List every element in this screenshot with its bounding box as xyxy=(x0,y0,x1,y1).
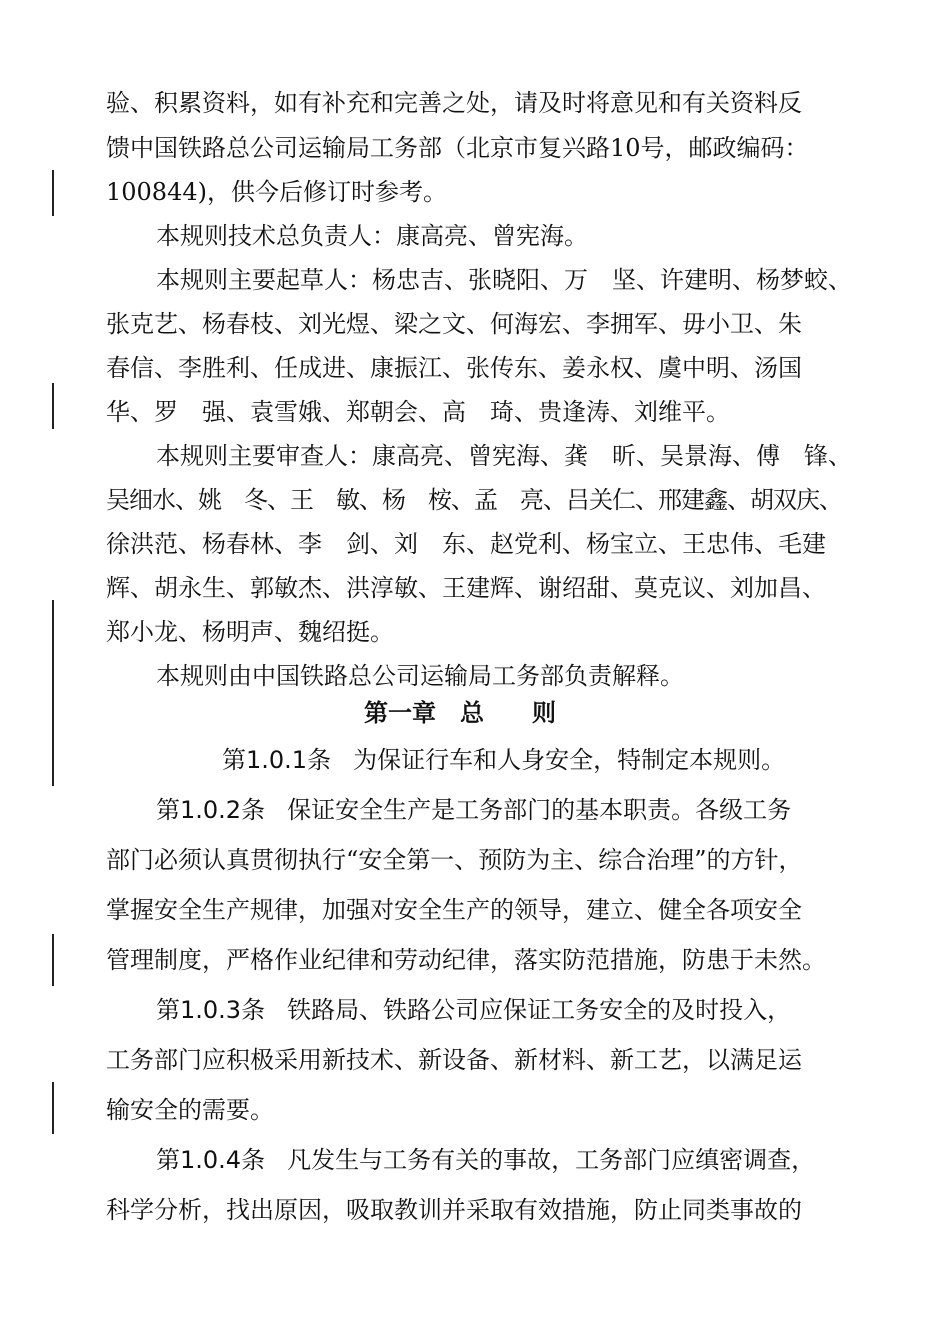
body-text-line: 本规则由中国铁路总公司运输局工务部负责解释。 xyxy=(156,662,684,690)
body-text-line: 吴细水、姚 冬、王 敏、杨 桉、孟 亮、吕关仁、邢建鑫、胡双庆、 xyxy=(106,486,842,514)
body-text-line: 本规则主要审查人：康高亮、曾宪海、龚 昕、吴景海、傅 锋、 xyxy=(156,442,852,470)
body-text-line: 本规则主要起草人：杨忠吉、张晓阳、万 坚、许建明、杨梦蛟、 xyxy=(156,266,852,294)
article-label: 第1.0.1条 xyxy=(222,746,332,774)
article-1-0-4 xyxy=(156,1145,815,1175)
body-text-line: 馈中国铁路总公司运输局工务部（北京市复兴路10号，邮政编码： xyxy=(106,134,809,162)
body-text-line: 郑小龙、杨明声、魏绍挺。 xyxy=(106,618,394,646)
article-label: 第1.0.2条 xyxy=(156,796,266,824)
article-1-0-1 xyxy=(222,745,785,775)
article-text: 铁路局、铁路公司应保证工务安全的及时投入， xyxy=(287,996,792,1024)
body-text-line: 工务部门应积极采用新技术、新设备、新材料、新工艺，以满足运 xyxy=(106,1046,802,1074)
body-text-line: 辉、胡永生、郭敏杰、洪淳敏、王建辉、谢绍甜、莫克议、刘加昌、 xyxy=(106,574,826,602)
article-1-0-3 xyxy=(156,995,791,1025)
article-label: 第1.0.3条 xyxy=(156,996,266,1024)
body-text-line: 徐洪范、杨春林、李 剑、刘 东、赵党利、杨宝立、王忠伟、毛建 xyxy=(106,530,826,558)
body-text-line: 华、罗 强、袁雪娥、郑朝会、高 琦、贵逢涛、刘维平。 xyxy=(106,398,730,426)
revision-bar xyxy=(52,1082,54,1134)
body-text-line: 100844)，供今后修订时参考。 xyxy=(106,178,447,206)
body-text-line: 张克艺、杨春枝、刘光煜、梁之文、何海宏、李拥军、毋小卫、朱 xyxy=(106,310,802,338)
chapter-title: 第一章 总 则 xyxy=(364,699,556,727)
body-text-line: 验、积累资料，如有补充和完善之处，请及时将意见和有关资料反 xyxy=(106,89,802,117)
body-text-line: 掌握安全生产规律，加强对安全生产的领导，建立、健全各项安全 xyxy=(106,896,802,924)
body-text-line: 春信、李胜利、任成进、康振江、张传东、姜永权、虞中明、汤国 xyxy=(106,354,802,382)
article-text: 为保证行车和人身安全，特制定本规则。 xyxy=(353,746,786,774)
body-text-line: 管理制度，严格作业纪律和劳动纪律，落实防范措施，防患于未然。 xyxy=(106,946,826,974)
revision-bar xyxy=(52,170,54,216)
revision-bar xyxy=(52,383,54,429)
body-text-line: 科学分析，找出原因，吸取教训并采取有效措施，防止同类事故的 xyxy=(106,1196,802,1224)
article-1-0-2 xyxy=(156,795,791,825)
revision-bar xyxy=(52,600,54,786)
body-text-line: 输安全的需要。 xyxy=(106,1096,274,1124)
body-text-line: 部门必须认真贯彻执行“安全第一、预防为主、综合治理”的方针， xyxy=(106,846,803,874)
body-text-line: 本规则技术总负责人：康高亮、曾宪海。 xyxy=(156,222,588,250)
article-text: 保证安全生产是工务部门的基本职责。各级工务 xyxy=(287,796,792,824)
article-text: 凡发生与工务有关的事故，工务部门应缜密调查， xyxy=(287,1146,816,1174)
revision-bar xyxy=(52,934,54,986)
article-label: 第1.0.4条 xyxy=(156,1146,266,1174)
